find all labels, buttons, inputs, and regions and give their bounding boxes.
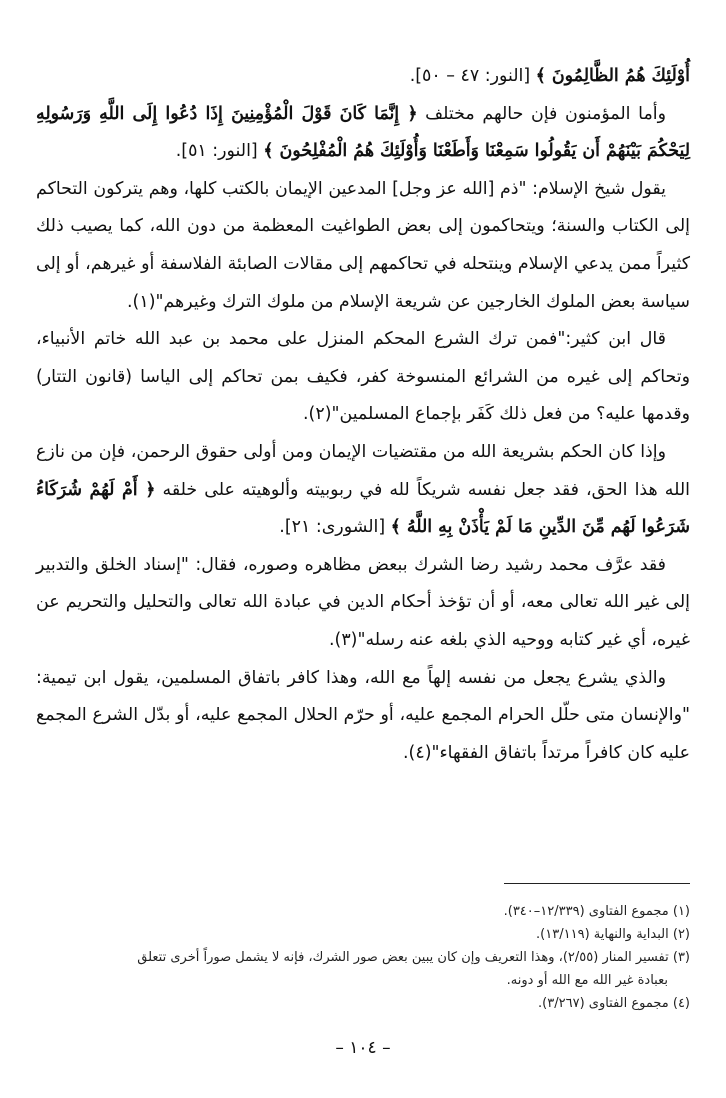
verse-line-1 <box>36 58 690 96</box>
paragraph-ibn-kathir-quote: قال ابن كثير:"فمن ترك الشرع المحكم المنزل على محمد بن عبد الله خاتم الأنبياء، وتحاكم إلى غيره من الشرائع المنسوخة كفر، فكيف بمن تحاكم إلى الياسا (قانون التتار) وقدمها عليه؟ من فعل ذلك كَفَر بإجماع المسلمين"(٢). <box>36 329 690 425</box>
quran-verse: ﴿ أَمْ لَهُمْ شُرَكَاءُ شَرَعُوا لَهُم مِّنَ الدِّينِ مَا لَمْ يَأْذَنْ بِهِ اللَّهُ ﴾ <box>36 479 690 538</box>
footnotes <box>30 900 690 1015</box>
paragraph-rashid-rida: فقد عرَّف محمد رشيد رضا الشرك ببعض مظاهره وصوره، فقال: "إسناد الخلق والتدبير إلى غير الله تعالى معه، أو أن تؤخذ أحكام الدين في عبادة الله تعالى والتحليل والتحريم عن غيره، أي غير كتابه ووحيه الذي بلغه عنه رسله"(٣). <box>36 554 690 650</box>
main-text <box>36 58 690 772</box>
quran-verse: أُوْلَئِكَ هُمُ الظَّالِمُونَ ﴾ <box>535 66 690 86</box>
verse-reference: [الشورى: ٢١]. <box>279 517 391 538</box>
footnote-1: (١) مجموع الفتاوى (١٢/٣٣٩–٣٤٠). <box>503 904 690 919</box>
footnote-3-continued: بعبادة غير الله مع الله أو دونه. <box>506 973 668 988</box>
footnote-2: (٢) البداية والنهاية (١٣/١١٩). <box>536 927 690 942</box>
footnote-divider <box>504 883 690 884</box>
verse-reference: [النور: ٥١]. <box>175 141 264 162</box>
footnote-3: (٣) تفسير المنار (٢/٥٥)، وهذا التعريف وإن كان يبين بعض صور الشرك، فإنه لا يشمل صوراً أخرى تتعلق <box>137 950 690 965</box>
footnote-4: (٤) مجموع الفتاوى (٣/٢٦٧). <box>538 996 690 1011</box>
paragraph-ibn-taymiyyah-quote: يقول شيخ الإسلام: "ذم [الله عز وجل] المدعين الإيمان بالكتب كلها، وهم يتركون التحاكم إلى الكتاب والسنة؛ ويتحاكمون إلى بعض الطواغيت المعظمة من دون الله، كما يصيب ذلك كثيراً ممن يدعي الإسلام وينتحله في تحاكمهم إلى مقالات الصابئة الفلاسفة أو غيرهم، أو إلى سياسة بعض الملوك الخارجين عن شريعة الإسلام من ملوك الترك وغيرهم"(١). <box>36 178 690 312</box>
paragraph-legislation: والذي يشرع يجعل من نفسه إلهاً مع الله، وهذا كافر باتفاق المسلمين، يقول ابن تيمية: "والإنسان متى حلّل الحرام المجمع عليه، أو حرّم الحلال المجمع عليه، أو بدّل الشرع المجمع عليه كان كافراً مرتداً باتفاق الفقهاء"(٤). <box>36 667 690 763</box>
paragraph-rule-of-law: وإذا كان الحكم بشريعة الله من مقتضيات الإيمان ومن أولى حقوق الرحمن، فإن من نازع الله هذا الحق، فقد جعل نفسه شريكاً لله في ربوبيته وألوهيته على خلقه ﴿ أَمْ لَهُمْ شُرَكَاءُ شَرَعُوا لَهُم مِّنَ الدِّينِ مَا لَمْ يَأْذَنْ بِهِ اللَّهُ ﴾ [الشورى: ٢١]. <box>36 441 690 538</box>
paragraph-believers: وأما المؤمنون فإن حالهم مختلف ﴿ إِنَّمَا كَانَ قَوْلَ الْمُؤْمِنِينَ إِذَا دُعُوا إِلَى اللَّهِ وَرَسُولِهِ لِيَحْكُمَ بَيْنَهُمْ أَن يَقُولُوا سَمِعْنَا وَأَطَعْنَا وَأُوْلَئِكَ هُمُ الْمُفْلِحُونَ ﴾ [النور: ٥١]. <box>36 103 690 162</box>
page-number: – ١٠٤ – <box>335 1038 391 1058</box>
verse-reference: [النور: ٤٧ – ٥٠]. <box>409 66 536 86</box>
quran-verse: ﴿ إِنَّمَا كَانَ قَوْلَ الْمُؤْمِنِينَ إِذَا دُعُوا إِلَى اللَّهِ وَرَسُولِهِ لِيَحْكُمَ بَيْنَهُمْ أَن يَقُولُوا سَمِعْنَا وَأَطَعْنَا وَأُوْلَئِكَ هُمُ الْمُفْلِحُونَ ﴾ <box>36 103 690 162</box>
